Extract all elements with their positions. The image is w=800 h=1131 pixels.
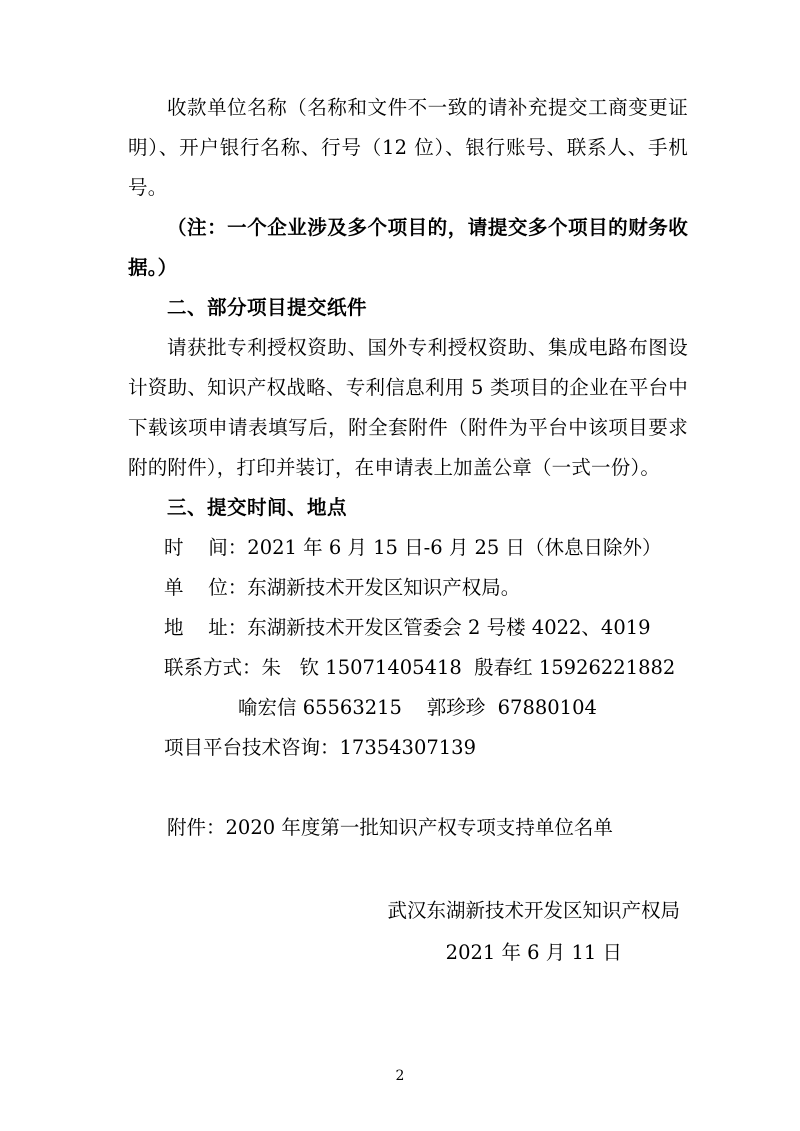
info-time: 时 间：2021 年 6 月 15 日-6 月 25 日（休息日除外） [164, 536, 662, 559]
info-contact-primary: 联系方式：朱 钦 15071405418 殷春红 15926221882 [164, 656, 676, 679]
spacer [128, 768, 688, 808]
signature-date: 2021 年 6 月 11 日 [445, 941, 622, 964]
attachment-line: 附件：2020 年度第一批知识产权专项支持单位名单 [167, 816, 613, 839]
paragraph-payee-info: 收款单位名称（名称和文件不一致的请补充提交工商变更证明）、开户银行名称、行号（12 位）、银行账号、联系人、手机号。 [128, 96, 688, 199]
signature-organization: 武汉东湖新技术开发区知识产权局 [387, 899, 680, 922]
heading-section-three: 三、提交时间、地点 [167, 496, 348, 519]
paragraph-paper-submission: 请获批专利授权资助、国外专利授权资助、集成电路布图设计资助、知识产权战略、专利信息利用 5 类项目的企业在平台中下载该项申请表填写后，附全套附件（附件为平台中该项目要求附的附件），打印并装订，在申请表上加盖公章（一式一份）。 [128, 336, 688, 479]
page-number: 2 [395, 1068, 405, 1084]
info-address: 地 址：东湖新技术开发区管委会 2 号楼 4022、4019 [164, 616, 651, 639]
info-unit: 单 位：东湖新技术开发区知识产权局。 [164, 576, 521, 599]
info-contact-secondary: 喻宏信 65563215 郭珍珍 67880104 [238, 696, 597, 719]
document-body [128, 88, 688, 974]
heading-section-two: 二、部分项目提交纸件 [167, 296, 368, 319]
paragraph-note: （注：一个企业涉及多个项目的，请提交多个项目的财务收据。） [128, 216, 688, 279]
signature-block [128, 890, 688, 974]
info-platform-support: 项目平台技术咨询：17354307139 [164, 736, 476, 759]
